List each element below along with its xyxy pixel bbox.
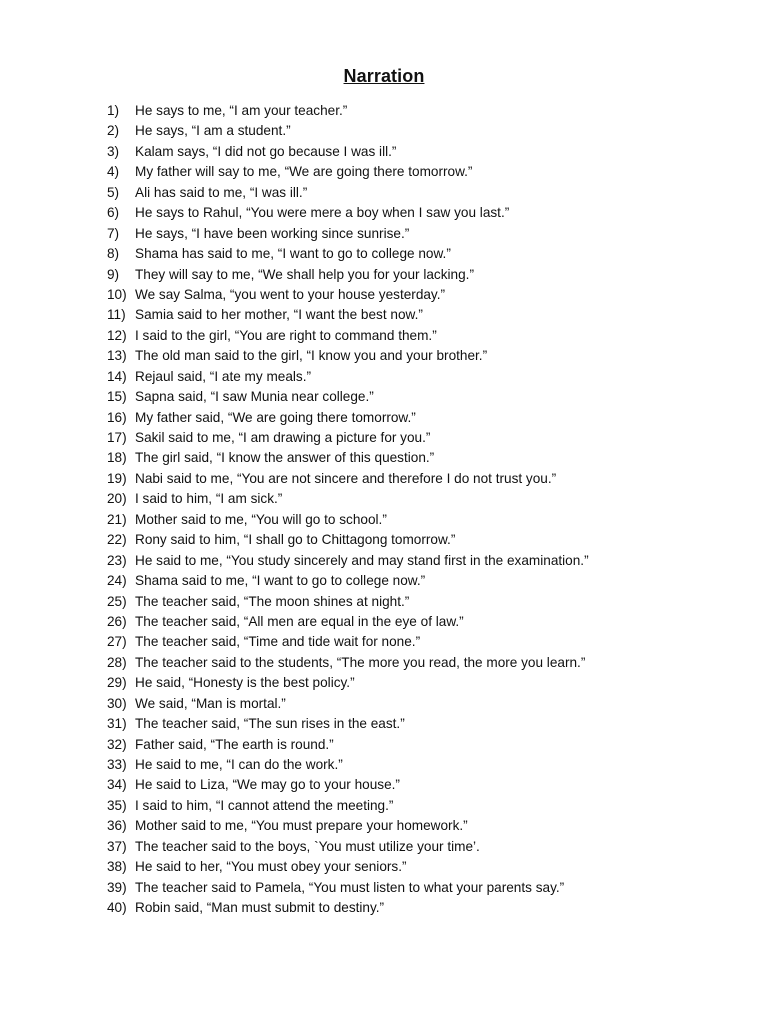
item-number: 28) [107,654,127,670]
item-number: 33) [107,757,127,772]
list-item [0,714,768,734]
item-sentence: Sakil said to me, “I am drawing a picture for you.” [135,430,431,445]
item-sentence: I said to him, “I cannot attend the meeting.” [135,797,394,813]
item-number: 8) [107,246,120,262]
item-sentence: They will say to me, “We shall help you for your lacking.” [135,266,474,282]
item-sentence: Nabi said to me, “You are not sincere and therefore I do not trust you.” [135,470,557,486]
item-number: 18) [107,450,127,466]
item-sentence: He says, “I am a student.” [135,123,291,139]
item-sentence: He said to me, “I can do the work.” [135,757,343,772]
item-sentence: Mother said to me, “You will go to school.” [135,511,387,527]
item-number: 31) [107,716,127,732]
item-sentence: We said, “Man is mortal.” [135,695,286,711]
list-item [0,265,768,285]
list-item [0,121,768,141]
item-sentence: Shama said to me, “I want to go to college now.” [135,573,426,589]
item-number: 9) [107,266,120,282]
item-number: 17) [107,430,127,445]
list-item [0,346,768,366]
list-item [0,101,768,121]
item-sentence: The teacher said to the boys, `You must utilize your time’. [135,838,480,854]
item-number: 35) [107,797,127,813]
item-number: 16) [107,409,127,425]
list-item [0,551,768,571]
list-item [0,632,768,652]
item-number: 24) [107,573,127,589]
list-item [0,469,768,489]
item-number: 3) [107,143,120,159]
item-number: 39) [107,879,127,895]
list-item [0,837,768,857]
list-item [0,775,768,795]
item-sentence: The teacher said, “Time and tide wait for none.” [135,634,421,650]
item-number: 38) [107,859,127,875]
item-number: 4) [107,164,120,180]
item-number: 30) [107,695,127,711]
item-number: 20) [107,491,127,507]
list-item [0,408,768,428]
document-title: Narration [343,66,425,86]
list-item [0,878,768,898]
list-item [0,694,768,714]
item-sentence: The teacher said, “The moon shines at night.” [135,593,410,609]
item-number: 1) [107,103,120,118]
list-item [0,796,768,816]
list-item [0,857,768,877]
item-number: 14) [107,368,127,384]
list-item [0,142,768,162]
sentence-list [0,101,768,919]
item-number: 37) [107,838,127,854]
item-number: 22) [107,532,127,548]
item-number: 36) [107,818,127,834]
item-number: 10) [107,286,127,302]
item-number: 6) [107,205,120,221]
item-sentence: I said to the girl, “You are right to command them.” [135,327,437,343]
item-number: 5) [107,184,120,200]
item-number: 2) [107,123,120,139]
item-sentence: Samia said to her mother, “I want the best now.” [135,307,423,323]
item-number: 19) [107,470,127,486]
list-item [0,448,768,468]
list-item [0,244,768,264]
item-sentence: Rejaul said, “I ate my meals.” [135,368,312,384]
list-item [0,898,768,918]
item-sentence: We say Salma, “you went to your house yesterday.” [135,286,446,302]
item-number: 32) [107,736,127,752]
item-sentence: He says to me, “I am your teacher.” [135,103,348,118]
item-number: 7) [107,225,120,241]
list-item [0,162,768,182]
item-sentence: Kalam says, “I did not go because I was ill.” [135,143,397,159]
item-sentence: He said to Liza, “We may go to your house.” [135,777,400,793]
item-sentence: Mother said to me, “You must prepare your homework.” [135,818,468,834]
item-number: 27) [107,634,127,650]
list-item [0,305,768,325]
list-item [0,183,768,203]
list-item [0,735,768,755]
item-number: 40) [107,900,127,916]
list-item [0,367,768,387]
item-number: 23) [107,552,127,568]
item-sentence: The girl said, “I know the answer of this question.” [135,450,435,466]
item-sentence: The teacher said to the students, “The more you read, the more you learn.” [135,654,586,670]
list-item [0,285,768,305]
list-item [0,612,768,632]
item-number: 11) [107,307,126,323]
list-item [0,489,768,509]
list-item [0,530,768,550]
list-item [0,510,768,530]
item-number: 26) [107,613,127,629]
list-item [0,673,768,693]
item-sentence: Sapna said, “I saw Munia near college.” [135,389,374,405]
item-number: 15) [107,389,127,405]
item-sentence: Father said, “The earth is round.” [135,736,334,752]
item-sentence: He says, “I have been working since sunrise.” [135,225,410,241]
item-sentence: Shama has said to me, “I want to go to college now.” [135,246,451,262]
list-item [0,571,768,591]
item-sentence: I said to him, “I am sick.” [135,491,283,507]
item-sentence: My father said, “We are going there tomorrow.” [135,409,416,425]
list-item [0,653,768,673]
list-item [0,387,768,407]
list-item [0,816,768,836]
item-number: 29) [107,675,127,691]
item-number: 34) [107,777,127,793]
list-item [0,428,768,448]
item-number: 21) [107,511,127,527]
item-sentence: The teacher said, “The sun rises in the east.” [135,716,405,732]
item-sentence: Rony said to him, “I shall go to Chittagong tomorrow.” [135,532,456,548]
item-sentence: He says to Rahul, “You were mere a boy when I saw you last.” [135,205,510,221]
list-item [0,326,768,346]
list-item [0,592,768,612]
item-sentence: My father will say to me, “We are going there tomorrow.” [135,164,473,180]
item-sentence: He said, “Honesty is the best policy.” [135,675,355,691]
list-item [0,203,768,223]
item-sentence: He said to me, “You study sincerely and may stand first in the examination.” [135,552,589,568]
list-item [0,224,768,244]
item-sentence: The teacher said, “All men are equal in the eye of law.” [135,613,464,629]
list-item [0,755,768,775]
item-number: 12) [107,327,127,343]
item-sentence: Ali has said to me, “I was ill.” [135,184,308,200]
item-number: 25) [107,593,127,609]
item-sentence: The old man said to the girl, “I know you and your brother.” [135,348,488,364]
item-sentence: The teacher said to Pamela, “You must listen to what your parents say.” [135,879,565,895]
item-number: 13) [107,348,127,364]
item-sentence: He said to her, “You must obey your seniors.” [135,859,407,875]
item-sentence: Robin said, “Man must submit to destiny.” [135,900,385,916]
